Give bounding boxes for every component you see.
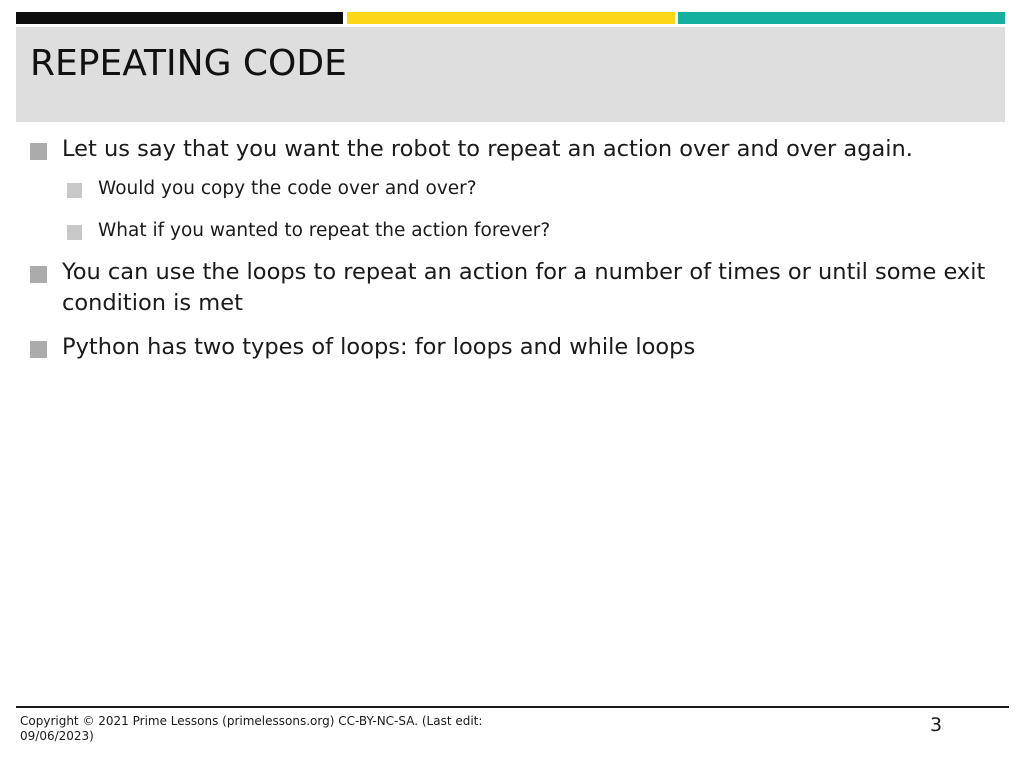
accent-bar-black [16,12,343,24]
bullet-item [30,257,1000,319]
sub-bullet-list [30,176,1000,244]
square-bullet-icon [30,266,47,283]
square-bullet-icon [67,225,82,240]
slide-body [30,134,1000,376]
sub-bullet-item [30,176,1000,202]
accent-bar-teal [678,12,1005,24]
bullet-item [30,134,1000,165]
square-bullet-icon [30,341,47,358]
accent-bar-yellow [347,12,675,24]
footer-copyright: Copyright © 2021 Prime Lessons (primelessons.org) CC-BY-NC-SA. (Last edit: 09/06/2023) [20,714,483,743]
sub-bullet-text: Would you copy the code over and over? [98,178,477,199]
bullet-text: You can use the loops to repeat an action for a number of times or until some exit condition is met [62,259,986,316]
bullet-item [30,332,1000,363]
square-bullet-icon [67,183,82,198]
bullet-text: Python has two types of loops: for loops and while loops [62,334,696,360]
page-number: 3 [930,714,943,736]
sub-bullet-item [30,218,1000,244]
footer-divider [16,706,1009,708]
bullet-text: Let us say that you want the robot to repeat an action over and over again. [62,136,913,162]
square-bullet-icon [30,143,47,160]
slide-title: REPEATING CODE [30,43,347,84]
title-banner [16,27,1005,122]
sub-bullet-text: What if you wanted to repeat the action forever? [98,220,551,241]
